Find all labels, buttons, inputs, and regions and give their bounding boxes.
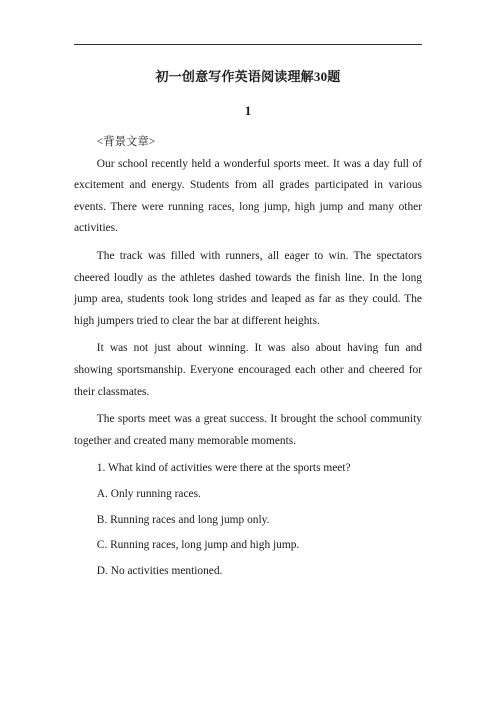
header-rule	[74, 44, 422, 45]
paragraph-1: Our school recently held a wonderful sports meet. It was a day full of excitement and energy. Students from all grades participated in various events. There were running races, long jump, high jump and many other activities.	[74, 157, 422, 235]
question-1: 1. What kind of activities were there at the sports meet?	[96, 462, 351, 475]
question-option-d: D. No activities mentioned.	[96, 564, 223, 577]
question-option-c: C. Running races, long jump and high jump.	[96, 539, 300, 552]
paragraph-4: The sports meet was a great success. It brought the school community together and created many memorable moments.	[74, 413, 422, 447]
paragraph-3: It was not just about winning. It was also about having fun and showing sportsmanship. Everyone encouraged each other and cheered for their classmates.	[74, 342, 422, 398]
section-number: 1	[244, 103, 252, 118]
background-article-label: <背景文章>	[96, 136, 156, 148]
paragraph-2: The track was filled with runners, all eager to win. The spectators cheered loudly as the athletes dashed towards the finish line. In the long jump area, students took long strides and leaped as far as they could. The high jumpers tried to clear the bar at different heights.	[74, 249, 422, 327]
document-body	[74, 132, 422, 582]
question-option-b: B. Running races and long jump only.	[96, 513, 270, 526]
question-option-a: A. Only running races.	[96, 487, 201, 500]
document-title: 初一创意写作英语阅读理解30题	[155, 69, 341, 84]
